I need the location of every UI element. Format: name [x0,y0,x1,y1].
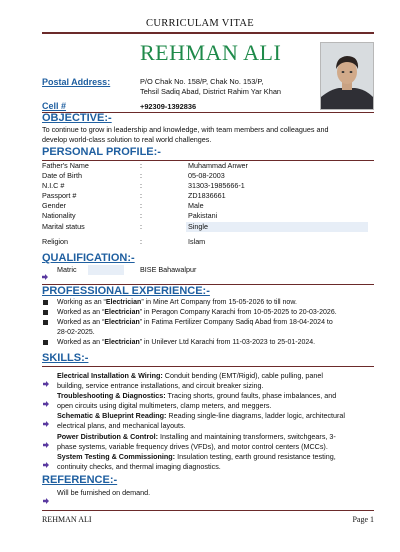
profile-label: N.I.C # [42,181,65,190]
profile-sep: : [140,181,142,190]
profile-label: Nationality [42,211,76,220]
skill-title: System Testing & Commissioning: [57,452,176,461]
exp-post: ” in Mine Art Company from 15-05-2026 to till now. [141,299,297,306]
profile-row-father [42,161,372,171]
profile-sep: : [140,161,142,170]
profile-row-nic [42,181,372,191]
profile-label: Religion [42,237,68,246]
skills-rule [42,366,374,367]
skill-desc: Conduit bending (EMT/Rigid), cable pulling, panel [162,371,323,380]
square-bullet-icon [43,300,48,305]
skill-desc: Reading single-line diagrams, ladder logic, architectural [166,411,346,420]
footer-rule [42,510,374,511]
exp-pre: Worked as an “ [57,339,105,346]
skill-title: Schematic & Blueprint Reading: [57,411,167,420]
exp-post: ” in Unilever Ltd Karachi from 11-03-2023 to 25-01-2024. [139,339,316,346]
profile-value: 05-08-2003 [188,171,225,180]
skill-desc: Tracing shorts, ground faults, phase imbalances, and [165,391,337,400]
objective-line-1: To continue to grow in leadership and knowledge, with team members and colleagues and [42,125,329,134]
skill-desc: Installing and maintaining transformers, switchgears, 3- [158,432,336,441]
profile-row-marital [42,222,372,232]
profile-sep: : [140,237,142,246]
skill-desc: Insulation testing, earth ground resistance testing, [175,452,336,461]
skill-item-continuation: open circuits using digital multimeters, clamp meters, and meggers. [57,401,272,410]
profile-sep: : [140,211,142,220]
profile-value: ZD1836661 [188,191,226,200]
experience-item [57,318,333,328]
skill-item [57,371,371,381]
profile-photo [320,42,374,110]
skill-item [57,411,371,421]
profile-value: Single [188,222,208,231]
profile-value: Pakistani [188,211,218,220]
exp-post: ” in Fatima Fertilizer Company Sadiq Abad from 18-04-2024 to [139,319,333,326]
document-title: CURRICULAM VITAE [146,18,254,29]
skill-item-continuation: building, service entrance installations, and circuit breaker sizing. [57,381,264,390]
exp-pre: Worked as an “ [57,319,105,326]
cell-label: Cell # [42,101,67,111]
footer-name: REHMAN ALI [42,515,92,524]
skill-item-continuation: continuity checks, and thermal imaging diagnostics. [57,462,221,471]
profile-sep: : [140,171,142,180]
arrow-bullet-icon [43,491,49,509]
footer-page-number: Page 1 [352,515,374,524]
exp-pre: Worked as an “ [57,309,105,316]
skill-item [57,432,371,442]
arrow-bullet-icon [42,267,48,285]
profile-label: Father's Name [42,161,89,170]
arrow-bullet-icon [43,394,49,412]
profile-row-gender [42,201,372,211]
skill-item-continuation: electrical plans, and mechanical layouts. [57,421,186,430]
arrow-bullet-icon [43,374,49,392]
exp-role: Electrician [104,319,140,326]
skill-item [57,391,371,401]
qualification-board: BISE Bahawalpur [140,265,197,274]
experience-item-continuation: 28-02-2025. [57,329,95,336]
profile-value: Islam [188,237,206,246]
square-bullet-icon [43,320,48,325]
profile-value: 31303-1985666-1 [188,181,245,190]
skill-title: Troubleshooting & Diagnostics: [57,391,166,400]
profile-value: Muhammad Anwer [188,161,248,170]
postal-address-label: Postal Address: [42,77,111,87]
address-line-1: P/O Chak No. 158/P, Chak No. 153/P, [140,77,264,86]
arrow-bullet-icon [43,414,49,432]
skill-title: Power Distribution & Control: [57,432,159,441]
experience-item [57,298,297,308]
exp-pre: Working as an “ [57,299,106,306]
experience-heading: PROFESSIONAL EXPERIENCE:- [42,285,210,297]
profile-value: Male [188,201,204,210]
qualification-heading: QUALIFICATION:- [42,252,135,264]
reference-heading: REFERENCE:- [42,474,118,486]
experience-item [57,308,337,318]
exp-role: Electrician [105,299,142,306]
skill-item [57,452,371,462]
profile-sep: : [140,222,142,231]
reference-text: Will be furnished on demand. [57,488,151,497]
exp-role: Electrician [104,339,140,346]
square-bullet-icon [43,310,48,315]
profile-sep: : [140,191,142,200]
header-rule [42,32,374,34]
candidate-name: REHMAN ALI [140,40,282,65]
exp-role: Electrician [104,309,140,316]
cell-number: +92309-1392836 [140,102,197,111]
address-line-2: Tehsil Sadiq Abad, District Rahim Yar Khan [140,87,282,96]
profile-label: Gender [42,201,66,210]
profile-label: Marital status [42,222,85,231]
skill-item-continuation: phase systems, variable frequency drives (VFDs), and motor control centers (MCCs). [57,442,328,451]
objective-line-2: develop world-class solution to real world challenges. [42,135,212,144]
profile-row-nationality [42,211,372,221]
arrow-bullet-icon [43,455,49,473]
square-bullet-icon [43,340,48,345]
profile-row-dob [42,171,372,181]
qualification-highlight [88,265,124,275]
skill-title: Electrical Installation & Wiring: [57,371,163,380]
personal-profile-heading: PERSONAL PROFILE:- [42,146,161,158]
profile-row-passport [42,191,372,201]
profile-label: Date of Birth [42,171,82,180]
profile-sep: : [140,201,142,210]
qualification-degree: Matric [57,265,77,274]
arrow-bullet-icon [43,435,49,453]
person-photo-icon [321,43,373,109]
objective-heading: OBJECTIVE:- [42,112,112,124]
profile-row-religion [42,237,372,247]
profile-label: Passport # [42,191,77,200]
exp-post: ” in Peragon Company Karachi from 10-05-2025 to 20-03-2026. [139,309,337,316]
skills-heading: SKILLS:- [42,352,89,364]
experience-item [57,338,315,348]
